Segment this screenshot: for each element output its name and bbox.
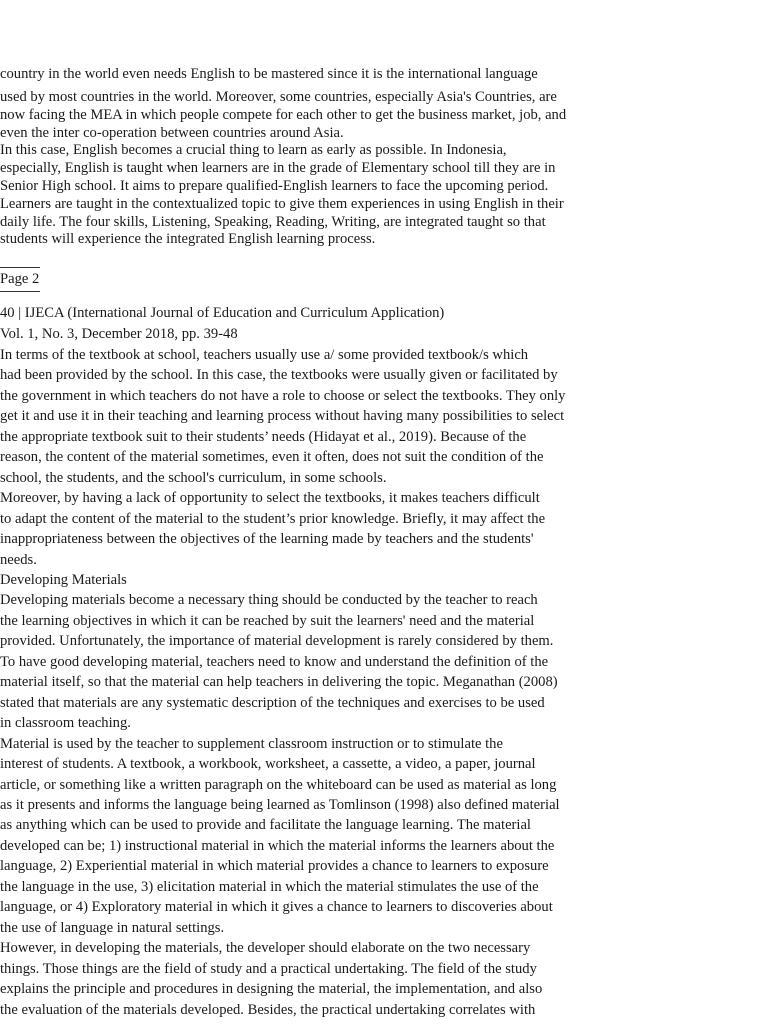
running-header bbox=[0, 303, 444, 345]
clipped-text-line bbox=[0, 66, 600, 85]
section-heading: Developing Materials bbox=[0, 571, 127, 588]
page-break-rule-bottom bbox=[0, 291, 40, 292]
journal-title: 40 | IJECA (International Journal of Education and Curriculum Application) bbox=[0, 305, 445, 321]
page-label: Page 2 bbox=[0, 271, 40, 287]
body-paragraph: In terms of the textbook at school, teachers usually use a/ some provided textbook/s which had been provided by the school. In this case, the textbooks were usually given or facilitated by the government in which teachers do not have a role to choose or select the textbooks. They only get it and use it in their teaching and learning process without having many possibilities to select the appropriate textbook suit to their students’ needs (Hidayat et al., 2019). Because of the reason, the content of the material sometimes, even it often, does not suit the condition of the school, the students, and the school's curriculum, in some schools. bbox=[0, 347, 566, 486]
intro-paragraph: used by most countries in the world. Moreover, some countries, especially Asia's Countries, are now facing the MEA in which people compete for each other to get the business market, job, and even the inter co-operation between countries around Asia. bbox=[0, 89, 567, 141]
clipped-line-text: country in the world even needs English to be mastered since it is the international language bbox=[0, 66, 538, 82]
body-paragraph: Moreover, by having a lack of opportunity to select the textbooks, it makes teachers difficult to adapt the content of the material to the student’s prior knowledge. Briefly, it may affect the inappropriateness between the objectives of the learning made by teachers and the students' needs. bbox=[0, 490, 546, 568]
body-section bbox=[0, 345, 600, 1020]
journal-volume: Vol. 1, No. 3, December 2018, pp. 39-48 bbox=[0, 326, 238, 342]
intro-paragraph: In this case, English becomes a crucial thing to learn as early as possible. In Indonesia, especially, English is taught when learners are in the grade of Elementary school till they are in Senior High school. It aims to prepare qualified-English learners to face the upcoming period. Learners are taught in the contextualized topic to give them experiences in using English in their daily life. The four skills, Listening, Speaking, Reading, Writing, are integrated taught so that students will experience the integrated English learning process. bbox=[0, 142, 564, 248]
body-paragraph: Developing materials become a necessary thing should be conducted by the teacher to reach the learning objectives in which it can be reached by suit the learners' need and the material provided. Unfortunately, the importance of material development is rarely considered by them. To have good developing material, teachers need to know and understand the definition of the material itself, so that the material can help teachers in delivering the topic. Meganathan (2008) stated that materials are any systematic description of the techniques and exercises to be used in classroom teaching. bbox=[0, 592, 558, 732]
page-break-rule-top bbox=[0, 267, 40, 268]
intro-section bbox=[0, 89, 600, 249]
body-paragraph: Material is used by the teacher to supplement classroom instruction or to stimulate the interest of students. A textbook, a workbook, worksheet, a cassette, a video, a paper, journal article, or something like a written paragraph on the whiteboard can be used as material as long as it presents and informs the language being learned as Tomlinson (1998) also defined material as anything which can be used to provide and facilitate the language learning. The material developed can be; 1) instructional material in which the material informs the learners about the language, 2) Experiential material in which material provides a chance to learners to exposure the language in the use, 3) elicitation material in which the material stimulates the use of the language, or 4) Exploratory material in which it gives a chance to learners to discoveries about the use of language in natural settings. bbox=[0, 735, 560, 936]
body-paragraph: However, in developing the materials, the developer should elaborate on the two necessary things. Those things are the field of study and a practical undertaking. The field of the study explains the principle and procedures in designing the material, the implementation, and also the evaluation of the materials developed. Besides, the practical undertaking correlates with bbox=[0, 940, 543, 1018]
